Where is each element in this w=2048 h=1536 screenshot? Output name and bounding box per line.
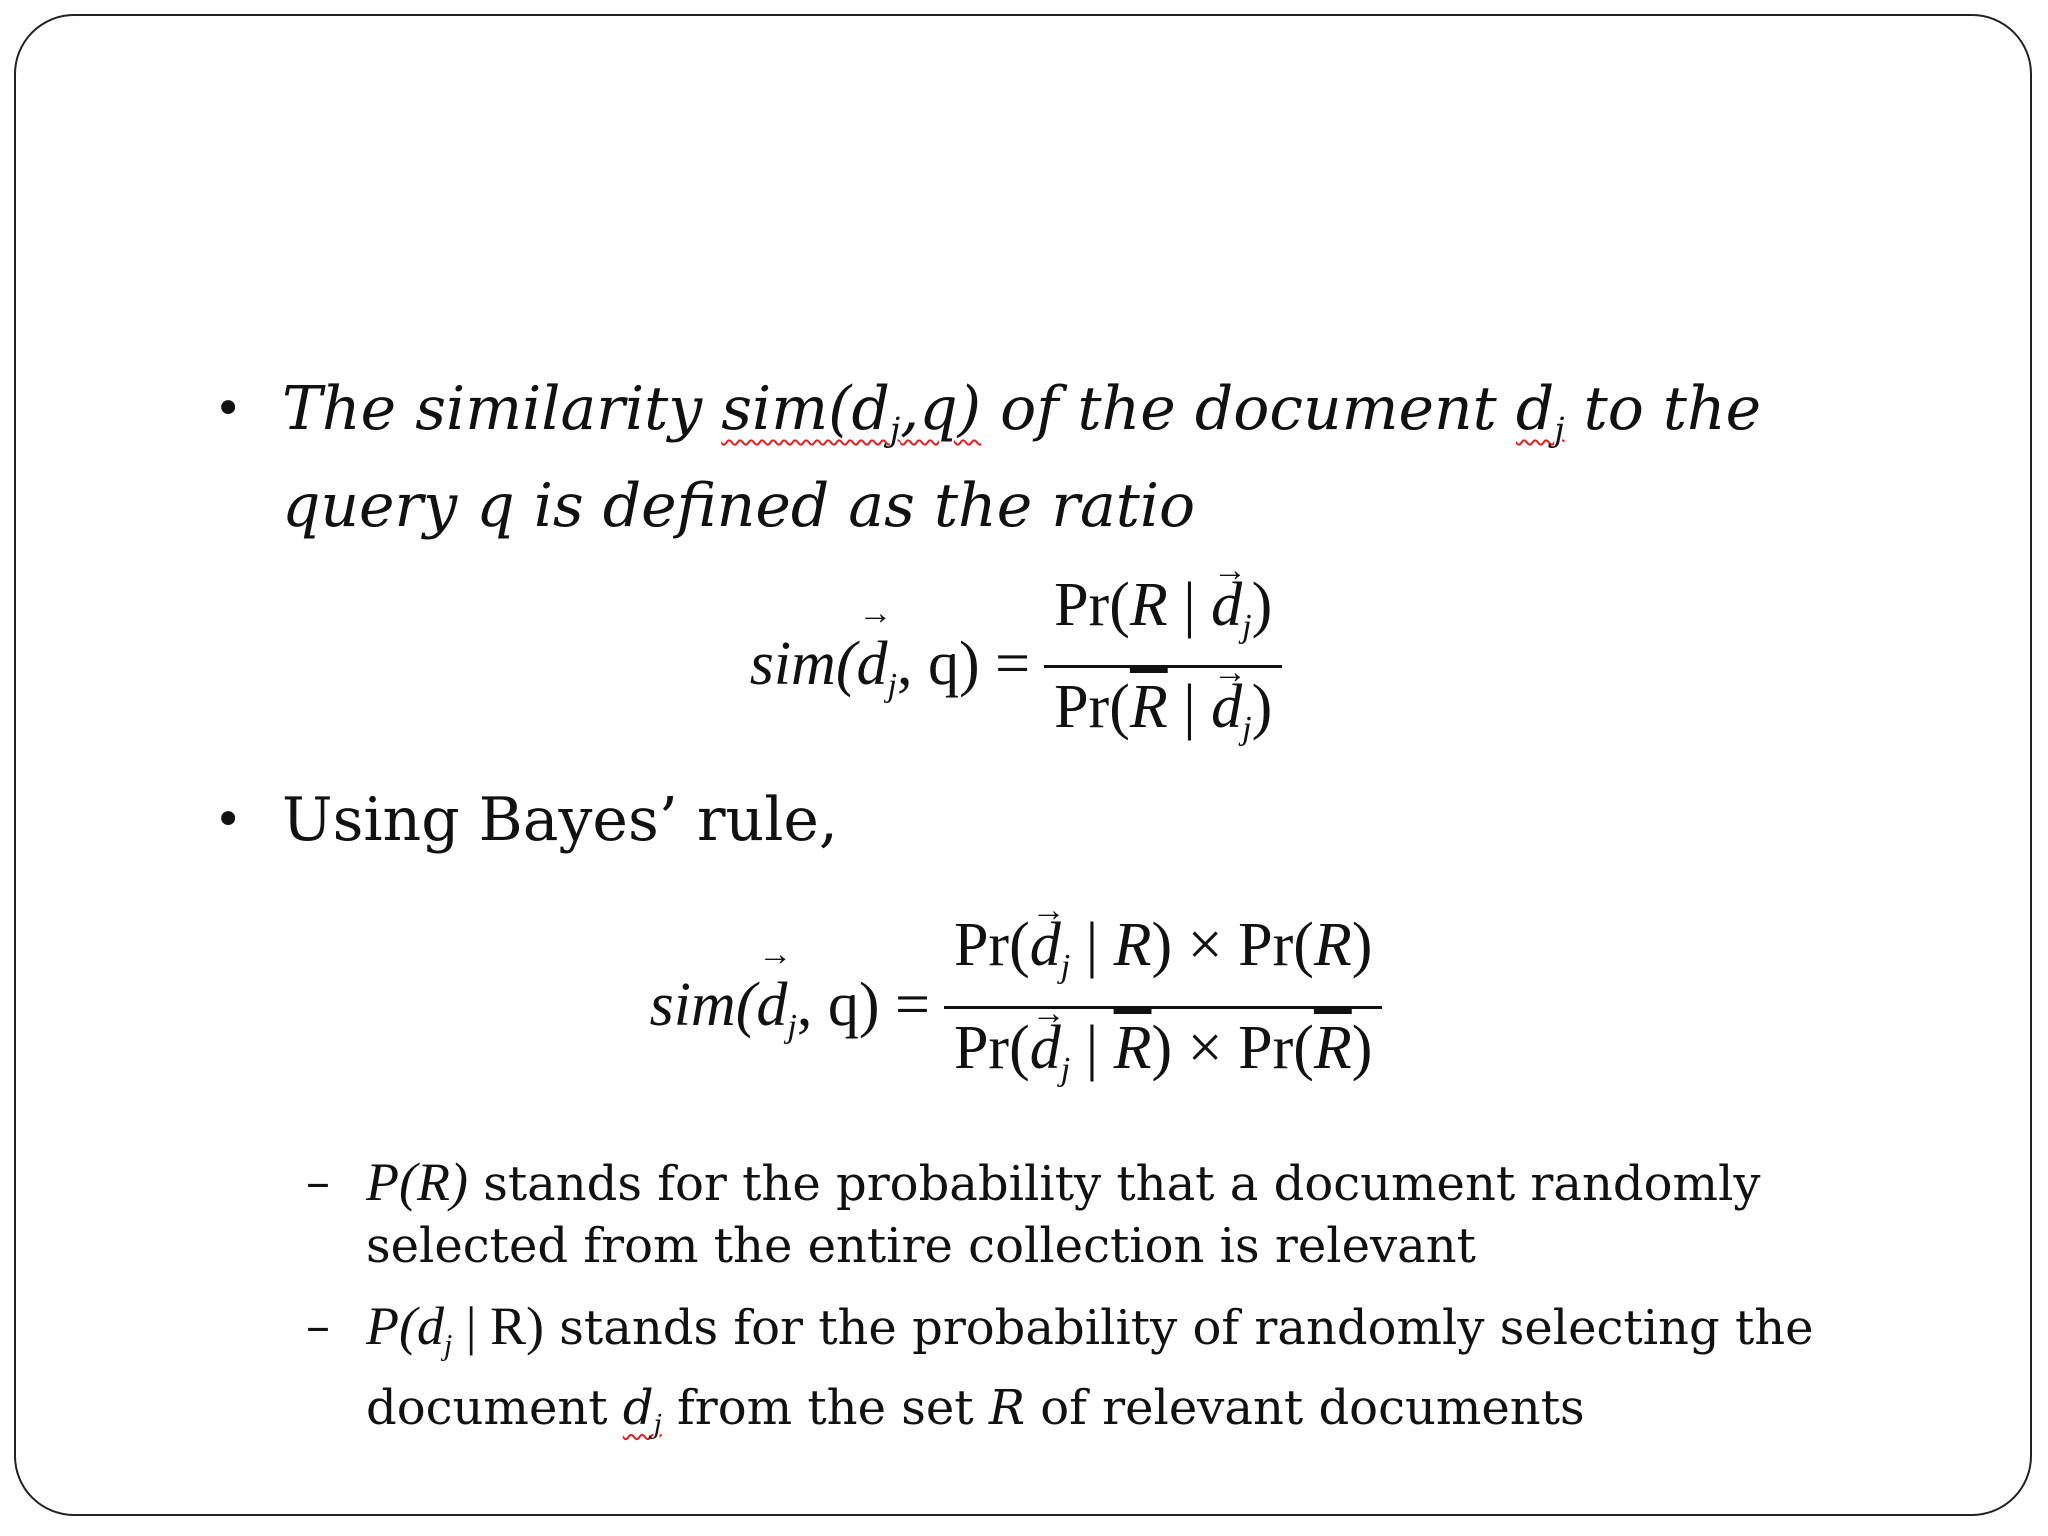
formula-similarity-ratio (156, 566, 1876, 769)
doc-var-text: d (1515, 374, 1555, 444)
formula1-lhs-sub: j (887, 666, 897, 704)
f1-num-pr: Pr( (1054, 570, 1130, 639)
f1-den-sub: j (1242, 710, 1252, 748)
bullet-similarity-definition (196, 371, 1876, 544)
f1-num-sub: j (1242, 607, 1252, 645)
f2-den-b: | (1070, 1014, 1114, 1083)
f2-num-r2: R (1313, 911, 1352, 980)
f1-num-vector-d: → d (1211, 566, 1242, 644)
formula2-lhs-tail: , q) = (796, 970, 930, 1039)
f1-den-r-bar: $\overline{R}$ (1129, 673, 1168, 742)
f1-den-vector-d: → d (1211, 668, 1242, 746)
sub2-var-r: R (988, 1379, 1025, 1436)
f2-den-close: ) (1351, 1014, 1373, 1083)
f1-den-bar: | (1167, 673, 1212, 742)
subitem-pr-definition (196, 1151, 1876, 1277)
f1-num-r: R (1129, 570, 1168, 639)
sub2-var-sub: j (653, 1408, 662, 1440)
f2-den-a: Pr( (953, 1014, 1030, 1083)
formula-bayes (156, 906, 1876, 1109)
f1-den-pr: Pr( (1054, 673, 1130, 742)
f1-num-bar: | (1167, 570, 1212, 639)
bullet-bayes-rule (196, 782, 1876, 858)
f2-den-sub: j (1060, 1051, 1071, 1089)
sub2-text-b: from the set (661, 1379, 989, 1436)
f2-num-c: ) × Pr( (1151, 911, 1314, 980)
bullet1-text-2: of the document (981, 374, 1516, 444)
sub2-math-a: P(d (366, 1296, 444, 1357)
doc-var (1515, 374, 1565, 449)
bullet-dot: • (214, 381, 243, 437)
bullet2-text: Using Bayes’ rule, (282, 785, 838, 856)
sim-label-sub: j (889, 409, 901, 449)
sub2-var-d (622, 1379, 662, 1440)
f1-num-close: ) (1251, 570, 1273, 639)
sub2-math-sub: j (443, 1329, 453, 1362)
f2-den-r2-bar: $\overline{R}$ (1313, 1014, 1352, 1083)
formula2-lhs-sub: j (787, 1007, 797, 1045)
dash-marker: – (306, 1154, 330, 1211)
sub1-text: stands for the probability that a document randomly selected from the entire collection is relevant (366, 1156, 1761, 1275)
formula1-denominator (1044, 668, 1282, 768)
formula2-lhs-sim: sim( (649, 970, 757, 1039)
f2-num-b: | (1070, 911, 1114, 980)
sub2-var-d-text: d (622, 1379, 654, 1436)
formula2-numerator (944, 906, 1382, 1006)
f2-den-vector-d: → d (1030, 1009, 1061, 1087)
subitem-pdr-definition (196, 1295, 1876, 1456)
formula1-lhs-tail: , q) = (896, 630, 1031, 698)
sim-label-text: sim(d (721, 374, 890, 444)
sim-label (721, 374, 982, 449)
f2-den-r1-bar: $\overline{R}$ (1113, 1014, 1152, 1083)
f2-num-vector-d: → d (1030, 906, 1061, 984)
sub1-math: P(R) (366, 1152, 468, 1213)
formula2-fraction (944, 906, 1382, 1109)
slide-content (196, 371, 1876, 1456)
formula2-lhs-vector-d: → d (756, 970, 787, 1041)
f2-num-r1: R (1113, 911, 1152, 980)
f2-num-close: ) (1351, 911, 1373, 980)
formula1-fraction (1044, 566, 1282, 769)
formula1-lhs (750, 629, 1030, 705)
bullet1-text-1: The similarity (282, 374, 722, 444)
dash-marker: – (306, 1298, 330, 1355)
formula2-denominator (944, 1009, 1382, 1109)
slide (14, 14, 2032, 1516)
formula2-lhs (650, 970, 930, 1046)
sub2-math (366, 1296, 545, 1362)
formula1-lhs-sim: sim( (749, 630, 857, 698)
f2-num-sub: j (1060, 948, 1071, 986)
bullet1-text-3: to the query q is defined as the ratio (282, 374, 1762, 541)
f1-den-close: ) (1251, 673, 1273, 742)
bullet-dot: • (214, 792, 243, 849)
f2-num-a: Pr( (953, 911, 1030, 980)
sub2-text-c: of relevant documents (1024, 1379, 1585, 1436)
sub2-math-b: | R) (452, 1296, 545, 1357)
f2-den-c: ) × Pr( (1151, 1014, 1314, 1083)
sub2-text-a: stands for the probability of randomly selecting the document (366, 1300, 1814, 1436)
formula1-lhs-vector-d: → d (856, 629, 887, 700)
doc-var-sub: j (1554, 409, 1565, 449)
sim-label-tail: ,q) (900, 374, 982, 444)
